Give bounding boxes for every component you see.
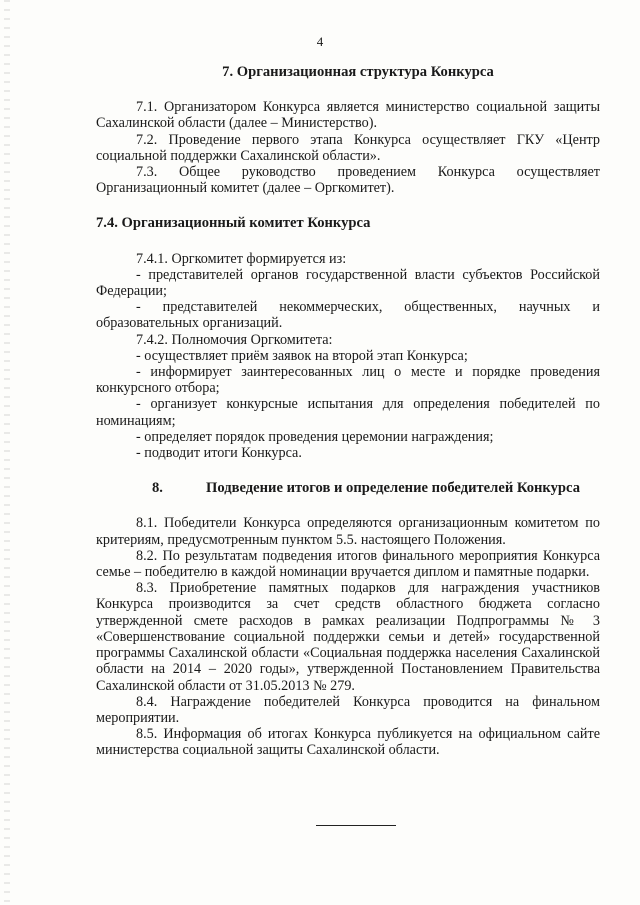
paragraph-8-1: 8.1. Победители Конкурса определяются организационным комитетом по критериям, предусмотренным пунктом 5.5. настоящего Положения. (96, 515, 600, 548)
paragraph-7-1: 7.1. Организатором Конкурса является министерство социальной защиты Сахалинской области (далее – Министерство). (96, 99, 600, 132)
list-item: - информирует заинтересованных лиц о месте и порядке проведения конкурсного отбора; (96, 364, 600, 397)
section-8-number: 8. (152, 480, 163, 497)
paragraph-8-3: 8.3. Приобретение памятных подарков для награждения участников Конкурса производится за счет средств областного бюджета согласно утвержденной смете расходов в рамках реализации Подпрограммы № 3 «Совершенствование социальной поддержки семьи и детей» государственной программы Сахалинской области «Социальная поддержка населения Сахалинской области на 2014 – 2020 годы», утвержденной Постановлением Правительства Сахалинской области от 31.05.2013 № 279. (96, 580, 600, 694)
list-item: - осуществляет приём заявок на второй этап Конкурса; (136, 347, 468, 364)
paragraph-7-3: 7.3. Общее руководство проведением Конкурса осуществляет Организационный комитет (далее – Оргкомитет). (96, 164, 600, 197)
list-item: - организует конкурсные испытания для определения победителей по номинациям; (96, 396, 600, 429)
paragraph-8-5: 8.5. Информация об итогах Конкурса публикуется на официальном сайте министерства социальной защиты Сахалинской области. (96, 726, 600, 759)
list-item: - подводит итоги Конкурса. (136, 445, 302, 462)
section-7-4-heading: 7.4. Организационный комитет Конкурса (96, 215, 371, 232)
paragraph-7-4-1: 7.4.1. Оргкомитет формируется из: (136, 250, 347, 267)
paragraph-8-2: 8.2. По результатам подведения итогов финального мероприятия Конкурса семье – победителю в каждой номинации вручается диплом и памятные подарки. (96, 547, 600, 581)
section-7-heading: 7. Организационная структура Конкурса (222, 64, 494, 80)
section-8-title: Подведение итогов и определение победителей Конкурса (206, 480, 580, 497)
list-item: - определяет порядок проведения церемонии награждения; (136, 428, 494, 445)
closing-rule (316, 825, 396, 826)
paragraph-7-2: 7.2. Проведение первого этапа Конкурса осуществляет ГКУ «Центр социальной поддержки Сахалинской области». (96, 131, 600, 164)
list-item: - представителей органов государственной власти субъектов Российской Федерации; (96, 266, 600, 300)
scan-edge-marks (4, 0, 10, 905)
section-8-heading (96, 480, 600, 496)
paragraph-7-4-2: 7.4.2. Полномочия Оргкомитета: (136, 331, 333, 348)
document-body (96, 64, 600, 759)
paragraph-8-4: 8.4. Награждение победителей Конкурса проводится на финальном мероприятии. (96, 693, 600, 726)
list-item: - представителей некоммерческих, общественных, научных и образовательных организаций. (96, 299, 600, 332)
page-number: 4 (316, 34, 324, 49)
